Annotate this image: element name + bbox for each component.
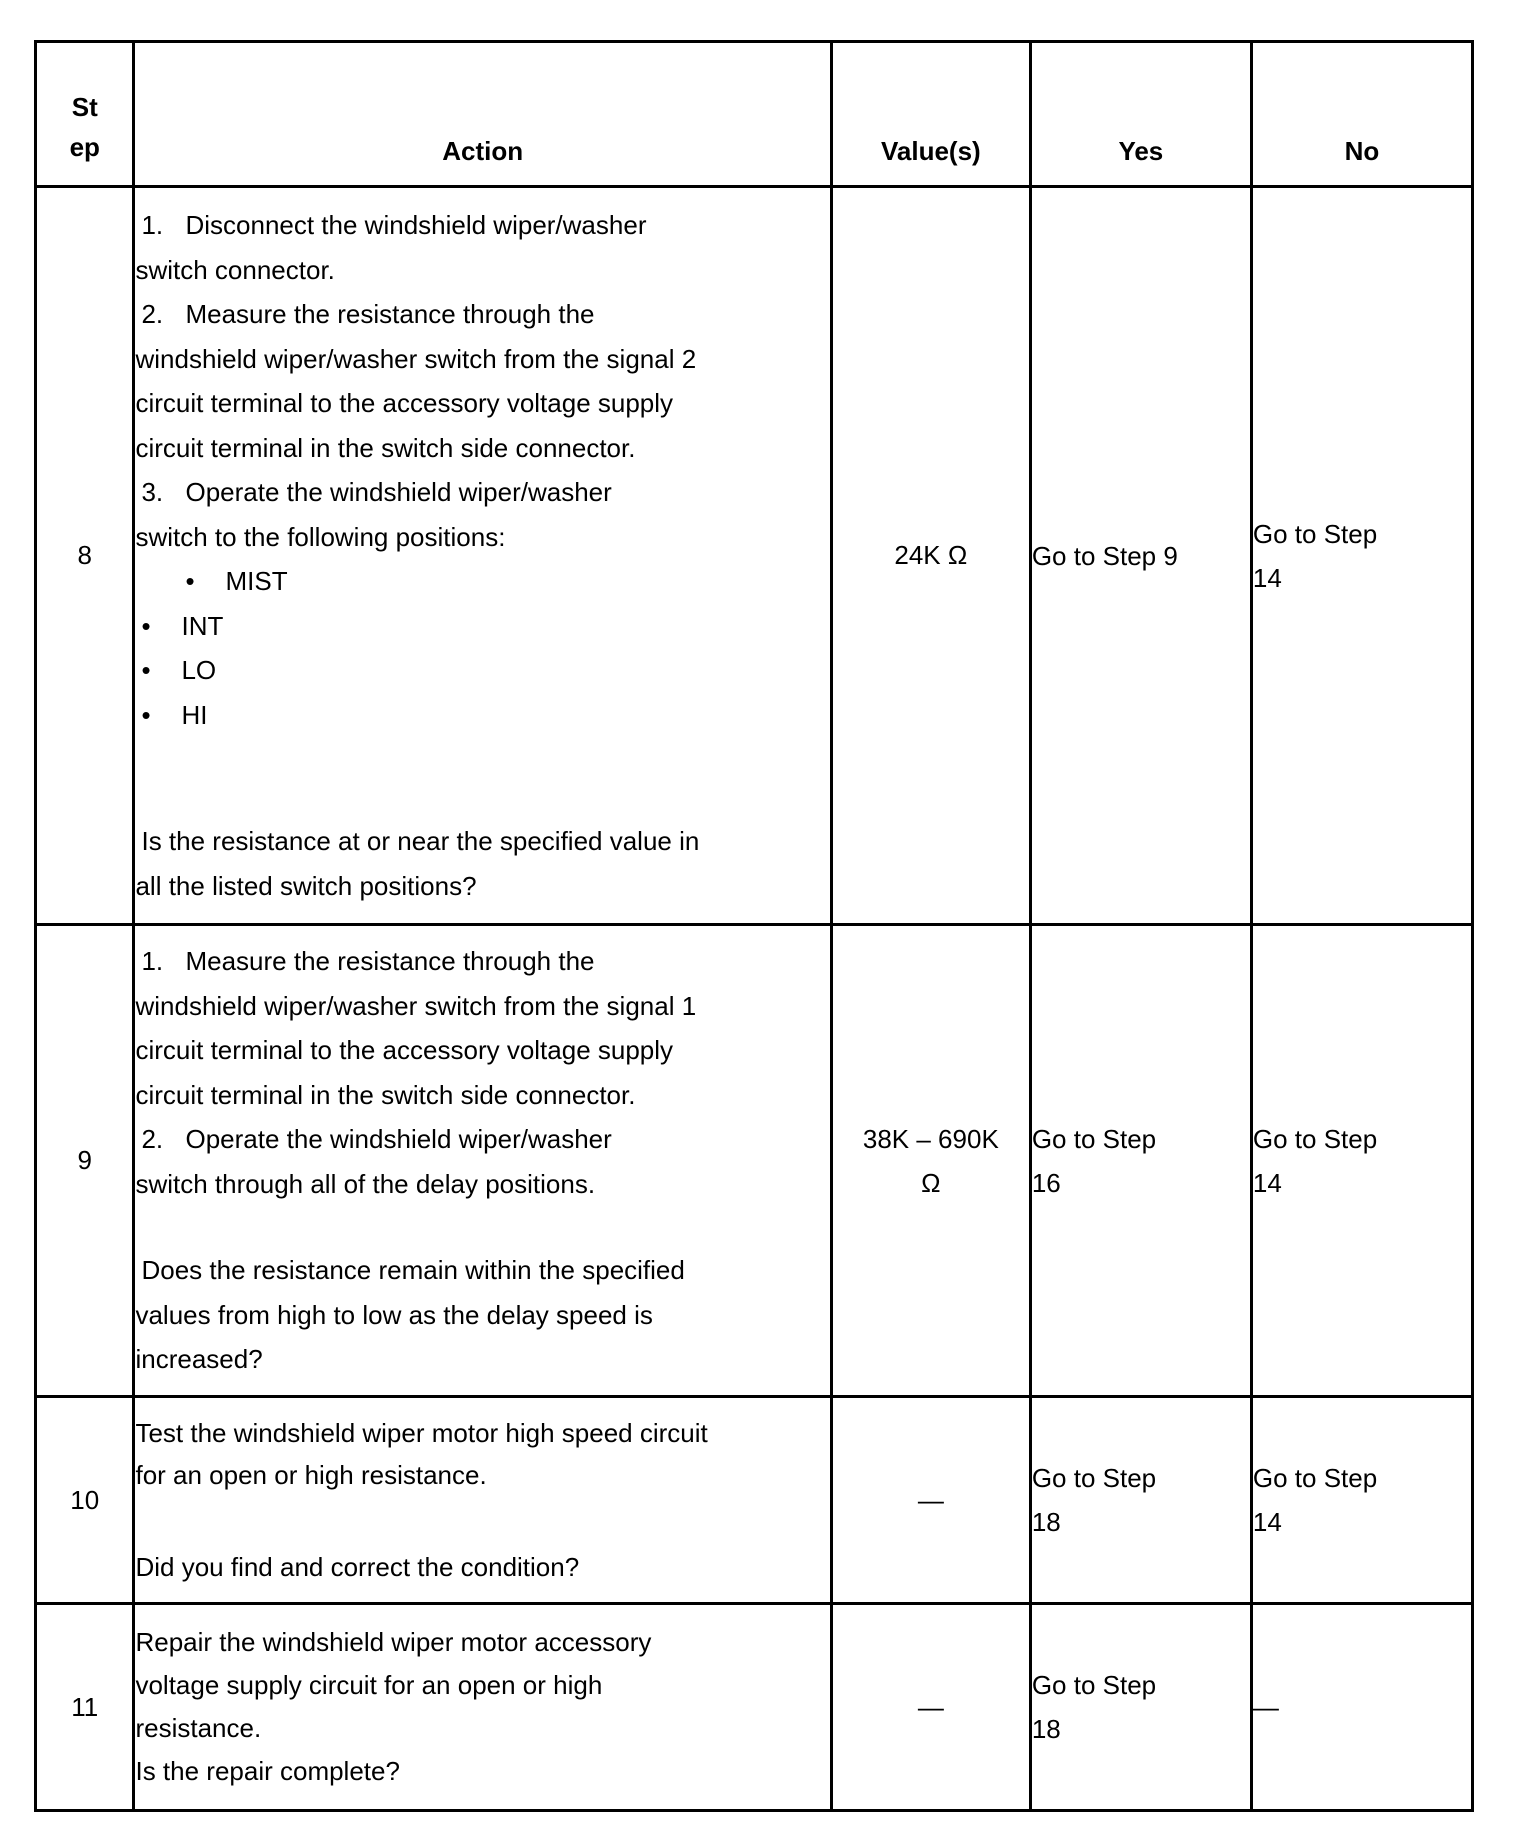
bullet-item: • INT — [135, 604, 829, 649]
action-line: Repair the windshield wiper motor accessory — [135, 1627, 652, 1657]
action-line: voltage supply circuit for an open or high — [135, 1670, 603, 1700]
action-line: switch connector. — [135, 254, 335, 285]
action-cell — [134, 187, 831, 925]
yes-cell: Go to Step 9 — [1030, 187, 1251, 925]
action-line: Test the windshield wiper motor high speed circuit — [135, 1418, 708, 1448]
no-line: 14 — [1252, 562, 1282, 593]
action-line: circuit terminal in the switch side connector. — [135, 1079, 636, 1110]
header-yes: Yes — [1030, 42, 1251, 187]
no-line: Go to Step — [1252, 1463, 1378, 1493]
no-line: 14 — [1252, 1167, 1282, 1198]
bullet-icon: • — [141, 610, 151, 641]
no-cell — [1251, 925, 1472, 1397]
step-number: 11 — [36, 1604, 134, 1811]
step-number: 9 — [36, 925, 134, 1397]
table-row — [36, 925, 1473, 1397]
header-action: Action — [134, 42, 831, 187]
question-line: Does the resistance remain within the specified — [141, 1255, 685, 1286]
question-line: Is the resistance at or near the specified value in — [141, 826, 700, 856]
value-line: 38K – 690K — [862, 1123, 999, 1154]
header-no: No — [1251, 42, 1472, 187]
bullet-icon: • — [141, 699, 151, 730]
yes-line: 16 — [1031, 1167, 1061, 1198]
bullet-item: • MIST — [135, 559, 829, 604]
yes-cell — [1030, 925, 1251, 1397]
value-line: Ω — [921, 1167, 941, 1198]
yes-line: Go to Step — [1031, 1123, 1157, 1154]
table-row — [36, 1604, 1473, 1811]
yes-line: 18 — [1031, 1714, 1061, 1744]
question-line: Did you find and correct the condition? — [135, 1552, 580, 1582]
yes-cell — [1030, 1604, 1251, 1811]
header-row — [36, 42, 1473, 187]
table-row — [36, 1397, 1473, 1604]
table-row — [36, 187, 1473, 925]
action-line: windshield wiper/washer switch from the signal 2 — [135, 343, 697, 374]
action-line: circuit terminal to the accessory voltage supply — [135, 1035, 674, 1066]
bullet-icon: • — [185, 566, 195, 596]
yes-line: Go to Step — [1031, 1463, 1157, 1493]
header-step-line2: ep — [69, 132, 100, 162]
step-number: 8 — [36, 187, 134, 925]
diagnostic-table — [34, 40, 1474, 1812]
header-step — [36, 42, 134, 187]
no-cell: — — [1251, 1604, 1472, 1811]
action-line: circuit terminal in the switch side connector. — [135, 432, 636, 463]
question-line: Is the repair complete? — [135, 1756, 400, 1786]
action-line: 2. Measure the resistance through the — [141, 299, 595, 329]
value-cell: — — [831, 1604, 1030, 1811]
yes-line: Go to Step — [1031, 1670, 1157, 1700]
header-values: Value(s) — [831, 42, 1030, 187]
action-line: switch to the following positions: — [135, 521, 506, 552]
action-line: for an open or high resistance. — [135, 1460, 487, 1490]
action-line: circuit terminal to the accessory voltage supply — [135, 388, 674, 418]
question-line: increased? — [135, 1344, 263, 1375]
no-line: Go to Step — [1252, 1123, 1378, 1154]
action-line: 1. Measure the resistance through the — [141, 946, 595, 977]
action-line: 1. Disconnect the windshield wiper/washer — [141, 210, 647, 240]
no-line: 14 — [1252, 1507, 1282, 1537]
question-line: all the listed switch positions? — [135, 870, 477, 901]
question-line: values from high to low as the delay speed is — [135, 1299, 653, 1330]
value-cell: — — [831, 1397, 1030, 1604]
bullet-item: • HI — [135, 693, 829, 738]
step-number: 10 — [36, 1397, 134, 1604]
value-cell: 24K Ω — [831, 187, 1030, 925]
action-line: 3. Operate the windshield wiper/washer — [141, 477, 612, 507]
action-line: 2. Operate the windshield wiper/washer — [141, 1124, 612, 1155]
action-line: resistance. — [135, 1713, 262, 1743]
yes-cell — [1030, 1397, 1251, 1604]
bullet-icon: • — [141, 655, 151, 685]
header-step-line1: St — [71, 92, 98, 122]
action-line: windshield wiper/washer switch from the signal 1 — [135, 990, 697, 1021]
action-cell — [134, 1397, 831, 1604]
value-cell — [831, 925, 1030, 1397]
action-line: switch through all of the delay positions. — [135, 1168, 596, 1199]
action-cell — [134, 1604, 831, 1811]
no-cell — [1251, 1397, 1472, 1604]
no-line: Go to Step — [1252, 518, 1378, 549]
action-cell — [134, 925, 831, 1397]
no-cell — [1251, 187, 1472, 925]
yes-line: 18 — [1031, 1507, 1061, 1537]
bullet-item: • LO — [135, 648, 829, 693]
